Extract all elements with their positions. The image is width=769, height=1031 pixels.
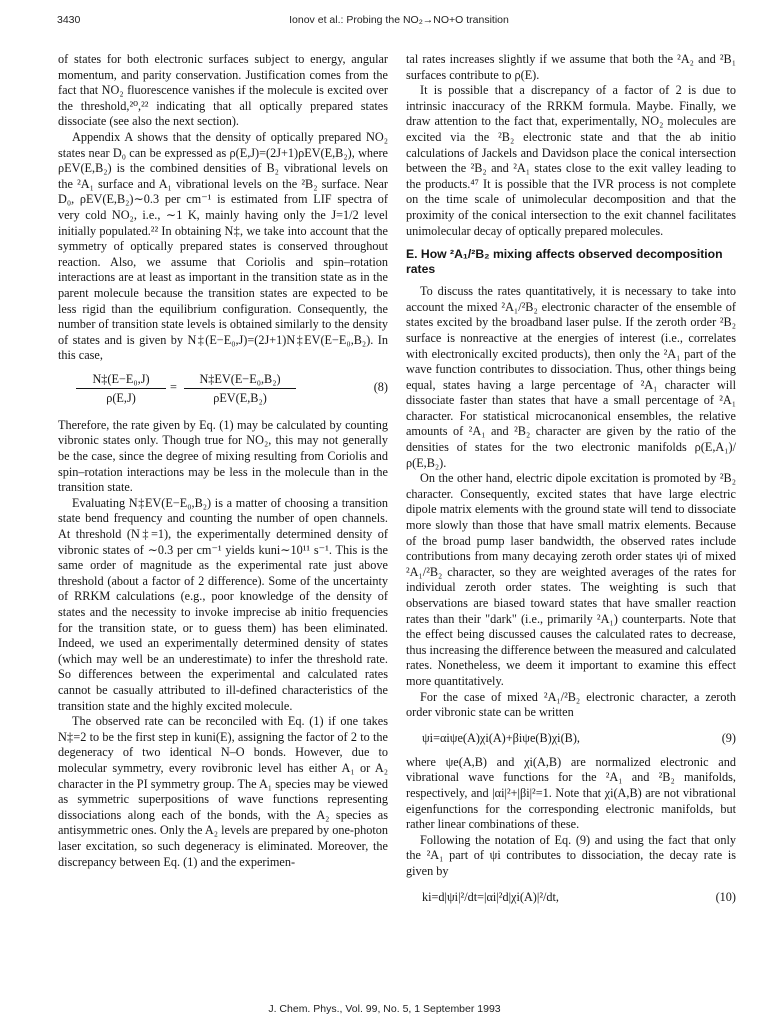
- equation-9: [406, 731, 736, 749]
- paragraph: of states for both electronic surfaces subject to energy, angular momentum, and parity conservation. Justification comes from the fact that NO₂ fluorescence vanishes if the molecule is excited over the threshold,²⁰,²² indicating that all optically prepared states dissociate (see also the next section).: [58, 52, 388, 129]
- page-number: 3430: [57, 14, 81, 26]
- page-footer: J. Chem. Phys., Vol. 99, No. 5, 1 September 1993: [268, 1003, 501, 1015]
- left-column: [58, 52, 388, 870]
- equation-fraction: [76, 372, 166, 406]
- equation-number: (10): [715, 889, 736, 904]
- paragraph: where ψe(A,B) and χi(A,B) are normalized electronic and vibrational wave functions for the ²A₁ and ²B₂ manifolds, respectively, and |αi|²+|βi|²=1. Note that χi(A,B) are not vibrational eigenfunctions for the corresponding electronic manifolds, but rather linear combinations of these.: [406, 754, 736, 832]
- fraction-denominator: ρ(E,J): [106, 390, 136, 405]
- paragraph: On the other hand, electric dipole excitation is promoted by ²B₂ character. Consequently, excited states that have large electric dipole matrix elements with the ground state will tend to dissociate more slowly than those that have small matrix elements. Because of the broad pump laser bandwidth, the observed rates include contributions from many decaying zeroth order states ψi of mixed ²A₁/²B₂ character, so they are weighted averages of the rates for individual zeroth order states. The weighting is such that observations are biased toward states that have smaller reaction rates than their "dark" (i.e., primarily ²A₁) counterparts. Note that the effect being discussed causes the calculated rates to decrease, thus increasing the difference between the measured and calculated rates. Nonetheless, we deem it important to examine this effect more quantitatively.: [406, 471, 736, 688]
- paragraph: Appendix A shows that the density of optically prepared NO₂ states near D₀ can be expressed as ρ(E,J)=(2J+1)ρEV(E,B₂), where ρEV(E,B₂) is the combined densities of B₂ vibrational levels on the ²A₁ surface and A₁ vibrational levels on the ²B₂ surface. Near D₀, ρEV(E,B₂)∼0.3 per cm⁻¹ is estimated from LIF spectra of very cold NO₂, i.e., ∼1 K, mainly having only the J=1/2 level initially populated.²² In obtaining N‡, we take into account that the symmetry of optically prepared states is conserved throughout reaction. Also, we assume that Coriolis and spin–rotation interactions are at least as important in the transition state as in the parent molecule because the transition states are expected to be less rigid than the equilibrium configuration. Consequently, the number of transition state levels is obtained similarly to the density of states and is given by N‡(E−E₀,J)=(2J+1)N‡EV(E−E₀,B₂). In this case,: [58, 129, 388, 363]
- equation-fraction: [184, 372, 296, 406]
- paragraph: Therefore, the rate given by Eq. (1) may be calculated by counting vibronic states only. Though true for NO₂, this may not generally be the case, since the degree of mixing resulting from Coriolis and spin–rotation interactions may be less in the molecule than in the transition state.: [58, 417, 388, 495]
- section-heading: E. How ²A₁/²B₂ mixing affects observed decomposition rates: [406, 247, 723, 276]
- equals-sign: =: [170, 379, 177, 394]
- paragraph: The observed rate can be reconciled with Eq. (1) if one takes N‡=2 to be the first step in kuni(E), assigning the factor of 2 to the degeneracy of two identical N–O bonds. However, due to molecular symmetry, every rovibronic level has either A₁ or A₂ character in the PI symmetry group. The A₁ species may be viewed as symmetric superpositions of wave functions representing dissociations along each of the bonds, with the A₂ species as antisymmetric ones. Only the A₂ levels are prepared by one-photon laser excitation, so such degeneracy is eliminated. Moreover, the discrepancy between Eq. (1) and the experimen-: [58, 714, 388, 869]
- equation-number: (8): [373, 379, 388, 394]
- running-title: Ionov et al.: Probing the NO₂→NO+O transition: [289, 14, 509, 26]
- equation-number: (9): [721, 730, 736, 745]
- paragraph: tal rates increases slightly if we assume that both the ²A₂ and ²B₁ surfaces contribute to ρ(E).: [406, 52, 736, 82]
- paragraph: To discuss the rates quantitatively, it is necessary to take into account the mixed ²A₁/²B₂ electronic character of the ensemble of states excited by the broadband laser pulse. If the zeroth order ²B₂ surface is nonreactive at the energies of interest (i.e., correlates with electronically excited products), then only the ²A₁ part of the wave function contributes to dissociation. Thus, other things being equal, states having a large percentage of ²A₁ character will dissociate faster than states that have a small percentage of ²A₁ character. For statistical microcanonical ensembles, the relative amounts of ²A₁ and ²B₂ character are given by the ratio of the densities of states for the two electronic manifolds ρ(E,A₁)/ρ(E,B₂).: [406, 284, 736, 470]
- page-header: [57, 14, 741, 30]
- fraction-denominator: ρEV(E,B₂): [213, 390, 267, 405]
- equation-body: ψi=αiψe(A)χi(A)+βiψe(B)χi(B),: [422, 730, 580, 745]
- fraction-numerator: N‡(E−E₀,J): [76, 372, 166, 389]
- equation-8: [58, 372, 388, 408]
- paragraph: Following the notation of Eq. (9) and using the fact that only the ²A₁ part of ψi contributes to dissociation, the decay rate is given by: [406, 832, 736, 878]
- right-column: [406, 52, 736, 914]
- equation-10: [406, 890, 736, 908]
- equation-body: ki=d|ψi|²/dt=|αi|²d|χi(A)|²/dt,: [422, 889, 559, 904]
- fraction-numerator: N‡EV(E−E₀,B₂): [184, 372, 296, 389]
- paragraph: Evaluating N‡EV(E−E₀,B₂) is a matter of choosing a transition state bend frequency and counting the number of open channels. At threshold (N‡=1), the experimentally determined density of vibronic states of ∼0.3 per cm⁻¹ yields kuni∼10¹¹ s⁻¹. This is the same order of magnitude as the experimental rate just above threshold (about a factor of 2 difference). Some of the uncertainty of RRKM calculations (e.g., poor knowledge of the density of states and the necessity to invoke imprecise ab initio frequencies for the transition state, or to guess them) has been eliminated. Indeed, we used an experimentally determined density of states (which may well be an underestimate) to infer the threshold rate. So differences between the experimental and calculated rates cannot be casually attributed to ill-defined characteristics of the transition state and the highly excited molecule.: [58, 495, 388, 713]
- paragraph: For the case of mixed ²A₁/²B₂ electronic character, a zeroth order vibronic state can be written: [406, 689, 736, 720]
- paragraph: It is possible that a discrepancy of a factor of 2 is due to intrinsic inaccuracy of the RRKM formula. Maybe. Finally, we draw attention to the fact that, experimentally, NO₂ molecules are excited via the ²B₂ electronic state and that the ab initio calculations of Jackels and Davidson place the conical intersection between the ²B₂ and ²A₁ states close to the exit valley leading to the products.⁴⁷ It is possible that the IVR process is not complete on the time scale of unimolecular decomposition and that the proximity of the conical intersection to the exit channel facilitates unimolecular decay of optically prepared molecules.: [406, 83, 736, 238]
